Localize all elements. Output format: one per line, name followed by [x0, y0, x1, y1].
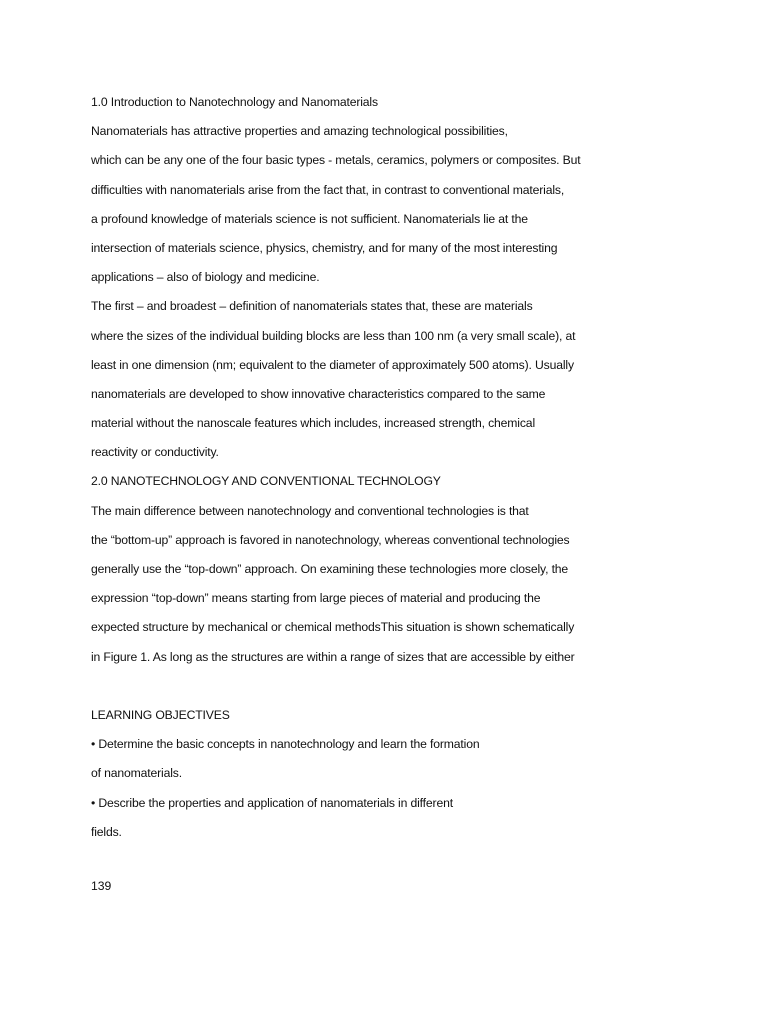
paragraph-line: in Figure 1. As long as the structures are within a range of sizes that are accessible by either	[91, 649, 575, 664]
paragraph-line: a profound knowledge of materials science is not sufficient. Nanomaterials lie at the	[91, 211, 528, 226]
paragraph-line: material without the nanoscale features which includes, increased strength, chemical	[91, 416, 535, 431]
objective-item-2-continuation: fields.	[91, 824, 122, 839]
paragraph-line: the “bottom-up” approach is favored in nanotechnology, whereas conventional technologies	[91, 532, 570, 547]
intro-paragraph-1	[91, 121, 731, 296]
document-body	[91, 92, 731, 851]
paragraph-line: generally use the “top-down” approach. On examining these technologies more closely, the	[91, 562, 569, 576]
paragraph-line: where the sizes of the individual building blocks are less than 100 nm (a very small scale), at	[91, 328, 576, 343]
paragraph-line: which can be any one of the four basic types - metals, ceramics, polymers or composites. But	[91, 153, 581, 168]
paragraph-line: expected structure by mechanical or chemical methodsThis situation is shown schematically	[91, 620, 575, 635]
paragraph-line: least in one dimension (nm; equivalent to the diameter of approximately 500 atoms). Usually	[91, 357, 574, 372]
conventional-paragraph	[91, 501, 731, 676]
paragraph-line: expression “top-down” means starting from large pieces of material and producing the	[91, 591, 541, 606]
objective-item-1-continuation: of nanomaterials.	[91, 766, 182, 781]
objective-item-1: • Determine the basic concepts in nanotechnology and learn the formation	[91, 737, 480, 752]
paragraph-line: Nanomaterials has attractive properties and amazing technological possibilities,	[91, 124, 508, 139]
paragraph-line: nanomaterials are developed to show innovative characteristics compared to the same	[91, 386, 546, 401]
section-heading-intro: 1.0 Introduction to Nanotechnology and Nanomaterials	[91, 95, 378, 109]
paragraph-line: The first – and broadest – definition of nanomaterials states that, these are materials	[91, 299, 533, 314]
paragraph-line: intersection of materials science, physics, chemistry, and for many of the most interesting	[91, 240, 558, 255]
learning-objectives-heading: LEARNING OBJECTIVES	[91, 707, 230, 722]
intro-paragraph-2	[91, 296, 731, 471]
section-heading-conventional: 2.0 NANOTECHNOLOGY AND CONVENTIONAL TECHNOLOGY	[91, 474, 441, 489]
page-number: 139	[91, 879, 112, 893]
blank-line	[91, 676, 731, 705]
learning-objectives-list	[91, 734, 731, 851]
paragraph-line: applications – also of biology and medicine.	[91, 270, 320, 285]
paragraph-line: The main difference between nanotechnology and conventional technologies is that	[91, 503, 529, 518]
paragraph-line: reactivity or conductivity.	[91, 445, 219, 460]
objective-item-2: • Describe the properties and application of nanomaterials in different	[91, 795, 453, 810]
paragraph-line: difficulties with nanomaterials arise from the fact that, in contrast to conventional materials,	[91, 182, 565, 197]
